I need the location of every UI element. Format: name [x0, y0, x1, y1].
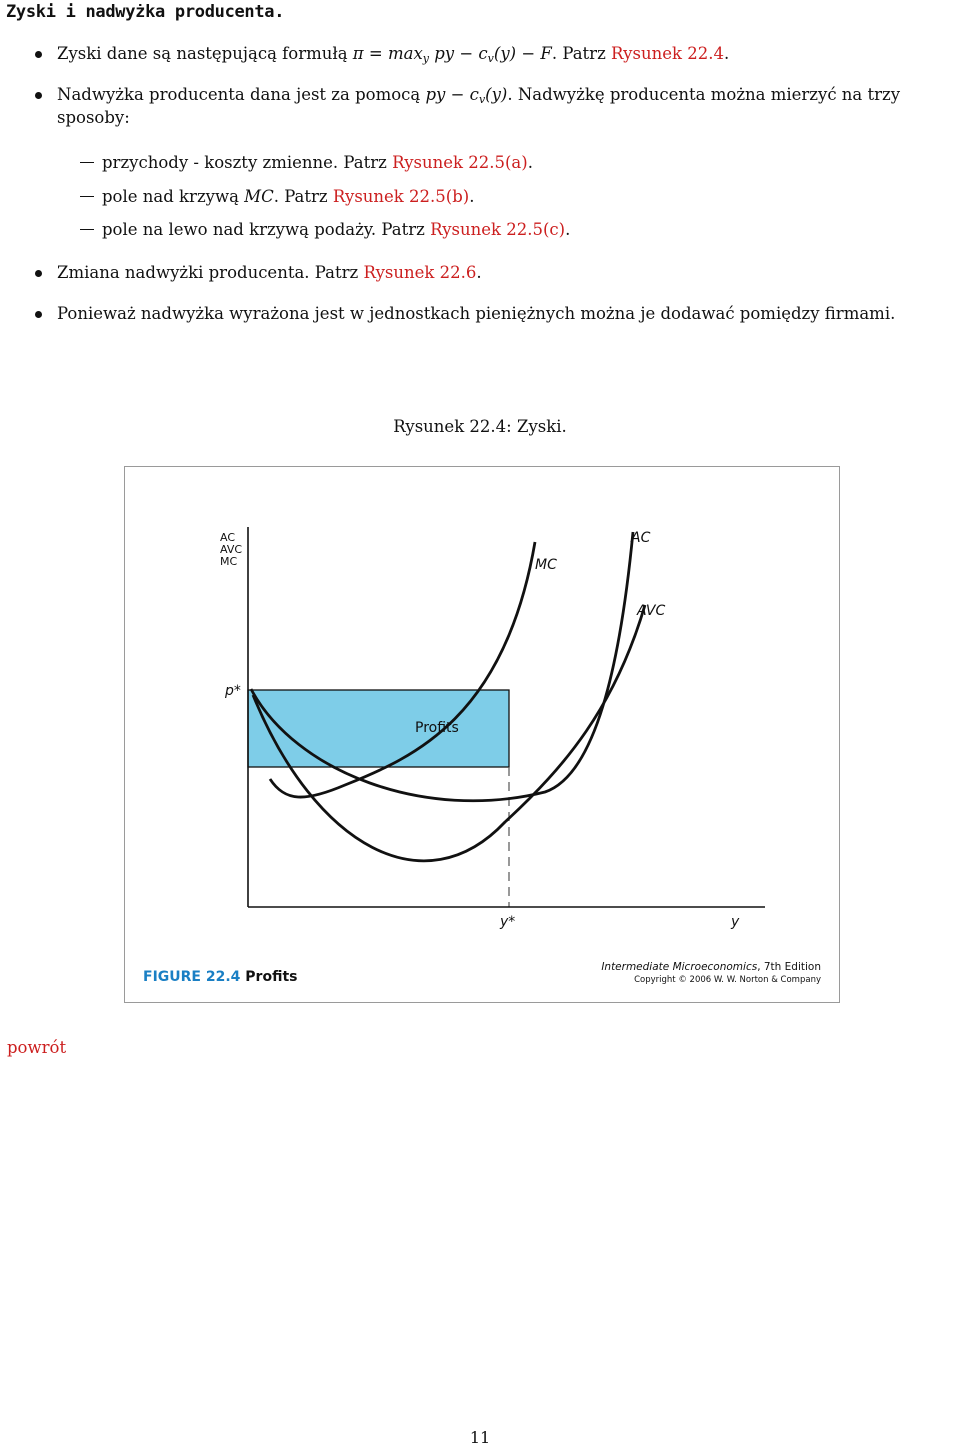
- figure-caption: Rysunek 22.4: Zyski.: [393, 417, 567, 436]
- figure-name: Profits: [245, 969, 298, 985]
- figure-link-22-4[interactable]: Rysunek 22.4: [611, 44, 724, 63]
- back-link[interactable]: powrót: [7, 1038, 67, 1057]
- sub-item-area-left-of-supply: pole na lewo nad krzywą podaży. Patrz Rysunek 22.5(c).: [102, 220, 571, 239]
- dash-marker: [80, 229, 94, 230]
- y-axis-label-ac: AC: [220, 531, 236, 544]
- section-heading: Zyski i nadwyżka producenta.: [6, 2, 285, 22]
- figure-title: [143, 969, 297, 985]
- bullet-point: [35, 270, 42, 277]
- sub-item-area-above-mc: pole nad krzywą MC. Patrz Rysunek 22.5(b).: [102, 187, 475, 206]
- x-axis-label: y: [731, 914, 740, 930]
- bullet-point: [35, 311, 42, 318]
- bullet-item-surplus: Nadwyżka producenta dana jest za pomocą py − $c_v(y)$. Nadwyżkę producenta można mierzyć na trzy: [57, 85, 901, 106]
- y-axis-label-mc: MC: [220, 555, 238, 568]
- profits-diagram: [125, 467, 839, 1002]
- y-axis-label-avc: AVC: [220, 543, 243, 556]
- sub-item-revenue-minus-costs: przychody - koszty zmienne. Patrz Rysunek 22.5(a).: [102, 153, 533, 172]
- figure-number: FIGURE 22.4: [143, 969, 241, 985]
- bullet-item-surplus-continued: sposoby:: [57, 108, 130, 127]
- bullet-point: [35, 92, 42, 99]
- figure-credit: [601, 961, 821, 985]
- page-number: 11: [469, 1428, 491, 1447]
- quantity-label: y*: [500, 914, 516, 930]
- bullet-point: [35, 51, 42, 58]
- book-credit: Intermediate Microeconomics, 7th Edition: [601, 961, 821, 973]
- dash-marker: [80, 196, 94, 197]
- dash-marker: [80, 162, 94, 163]
- mc-curve-label: MC: [535, 557, 557, 573]
- bullet-item-profit-formula: Zyski dane są następującą formułą $\pi = \max_y$ py − $c_v(y) - F$. Patrz Rysunek 22.4.: [57, 44, 730, 65]
- price-label: p*: [225, 683, 241, 699]
- figure-link-22-6[interactable]: Rysunek 22.6: [363, 263, 477, 282]
- bullet-item-adding-surplus: Ponieważ nadwyżka wyrażona jest w jednostkach pieniężnych można je dodawać pomiędzy firmami.: [57, 304, 896, 323]
- figure-link-22-5a[interactable]: Rysunek 22.5(a): [392, 153, 528, 172]
- figure-profits: [124, 466, 840, 1003]
- figure-link-22-5c[interactable]: Rysunek 22.5(c): [430, 220, 566, 239]
- figure-link-22-5b[interactable]: Rysunek 22.5(b): [332, 187, 470, 206]
- copyright-notice: Copyright © 2006 W. W. Norton & Company: [634, 975, 821, 985]
- profits-label: Profits: [415, 720, 459, 736]
- avc-curve-label: AVC: [637, 603, 666, 619]
- ac-curve-label: AC: [631, 530, 651, 546]
- bullet-item-surplus-change: Zmiana nadwyżki producenta. Patrz Rysunek 22.6.: [57, 263, 482, 282]
